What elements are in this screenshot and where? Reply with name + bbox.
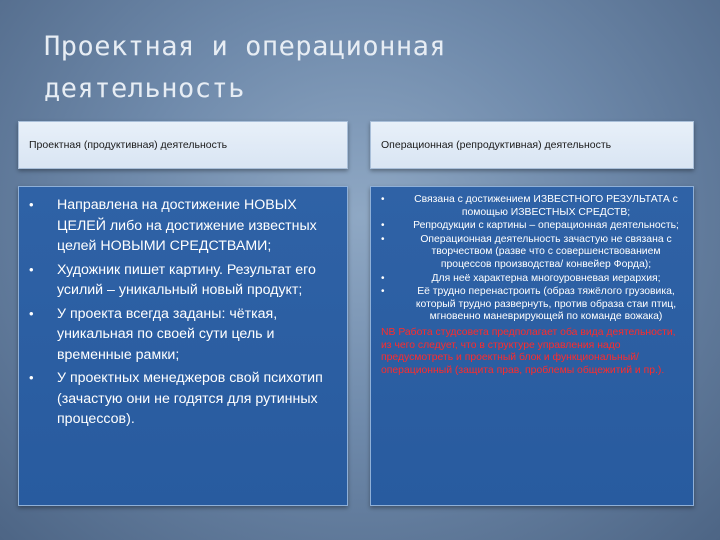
slide-title-line2: деятельность: [44, 73, 246, 104]
bullet-icon: •: [29, 370, 34, 385]
list-item: • Операционная деятельность зачастую не связана с творчеством (разве что с совершенствованием процессов производства/ конвейер Форда);: [381, 233, 672, 270]
list-item: • Её трудно перенастроить (образ тяжёлого грузовика, который трудно развернуть, против образа стаи птиц, мгновенно маневрирующей по команде вожака): [381, 286, 677, 323]
bullet-icon: •: [381, 233, 385, 245]
bullet-icon: •: [381, 286, 385, 298]
project-activity-panel: [18, 186, 348, 506]
bullet-icon: •: [29, 305, 34, 321]
list-item: • Художник пишет картину. Результат его усилий – уникальный новый продукт;: [29, 261, 316, 298]
bullet-icon: •: [381, 220, 385, 232]
list-item: • У проектных менеджеров свой психотип (зачастую они не годятся для рутинных процессов).: [29, 370, 323, 427]
list-item: • Направлена на достижение НОВЫХ ЦЕЛЕЙ либо на достижение известных целей НОВЫМИ СРЕДСТВАМИ;: [29, 197, 317, 254]
slide-title: [44, 26, 684, 110]
operational-activity-list: [371, 187, 693, 324]
project-activity-header: [18, 121, 348, 169]
project-activity-header-text: Проектная (продуктивная) деятельность: [29, 139, 228, 151]
operational-activity-header-text: Операционная (репродуктивная) деятельность: [381, 139, 612, 151]
list-item: • Репродукции с картины – операционная деятельность;: [381, 220, 679, 232]
project-activity-list: [19, 187, 347, 430]
operational-activity-panel: [370, 186, 694, 506]
list-item: • Связана с достижением ИЗВЕСТНОГО РЕЗУЛЬТАТА с помощью ИЗВЕСТНЫХ СРЕДСТВ;: [381, 194, 678, 218]
list-item: • Для неё характерна многоуровневая иерархия;: [381, 272, 661, 284]
bullet-icon: •: [29, 197, 34, 212]
bullet-icon: •: [381, 194, 385, 205]
bullet-icon: •: [29, 261, 34, 277]
list-item: • У проекта всегда заданы: чёткая, уникальная по своей сути цель и временные рамки;: [29, 305, 278, 363]
nb-note: NB Работа студсовета предполагает оба вида деятельности, из чего следует, что в структуре управления надо предусмотреть и проектный блок и функциональный/операционный (защита прав, проблемы общежитий и пр.).: [381, 326, 676, 376]
slide-title-line1: Проектная и операционная: [44, 31, 447, 62]
operational-activity-header: [370, 121, 694, 169]
bullet-icon: •: [381, 272, 385, 284]
